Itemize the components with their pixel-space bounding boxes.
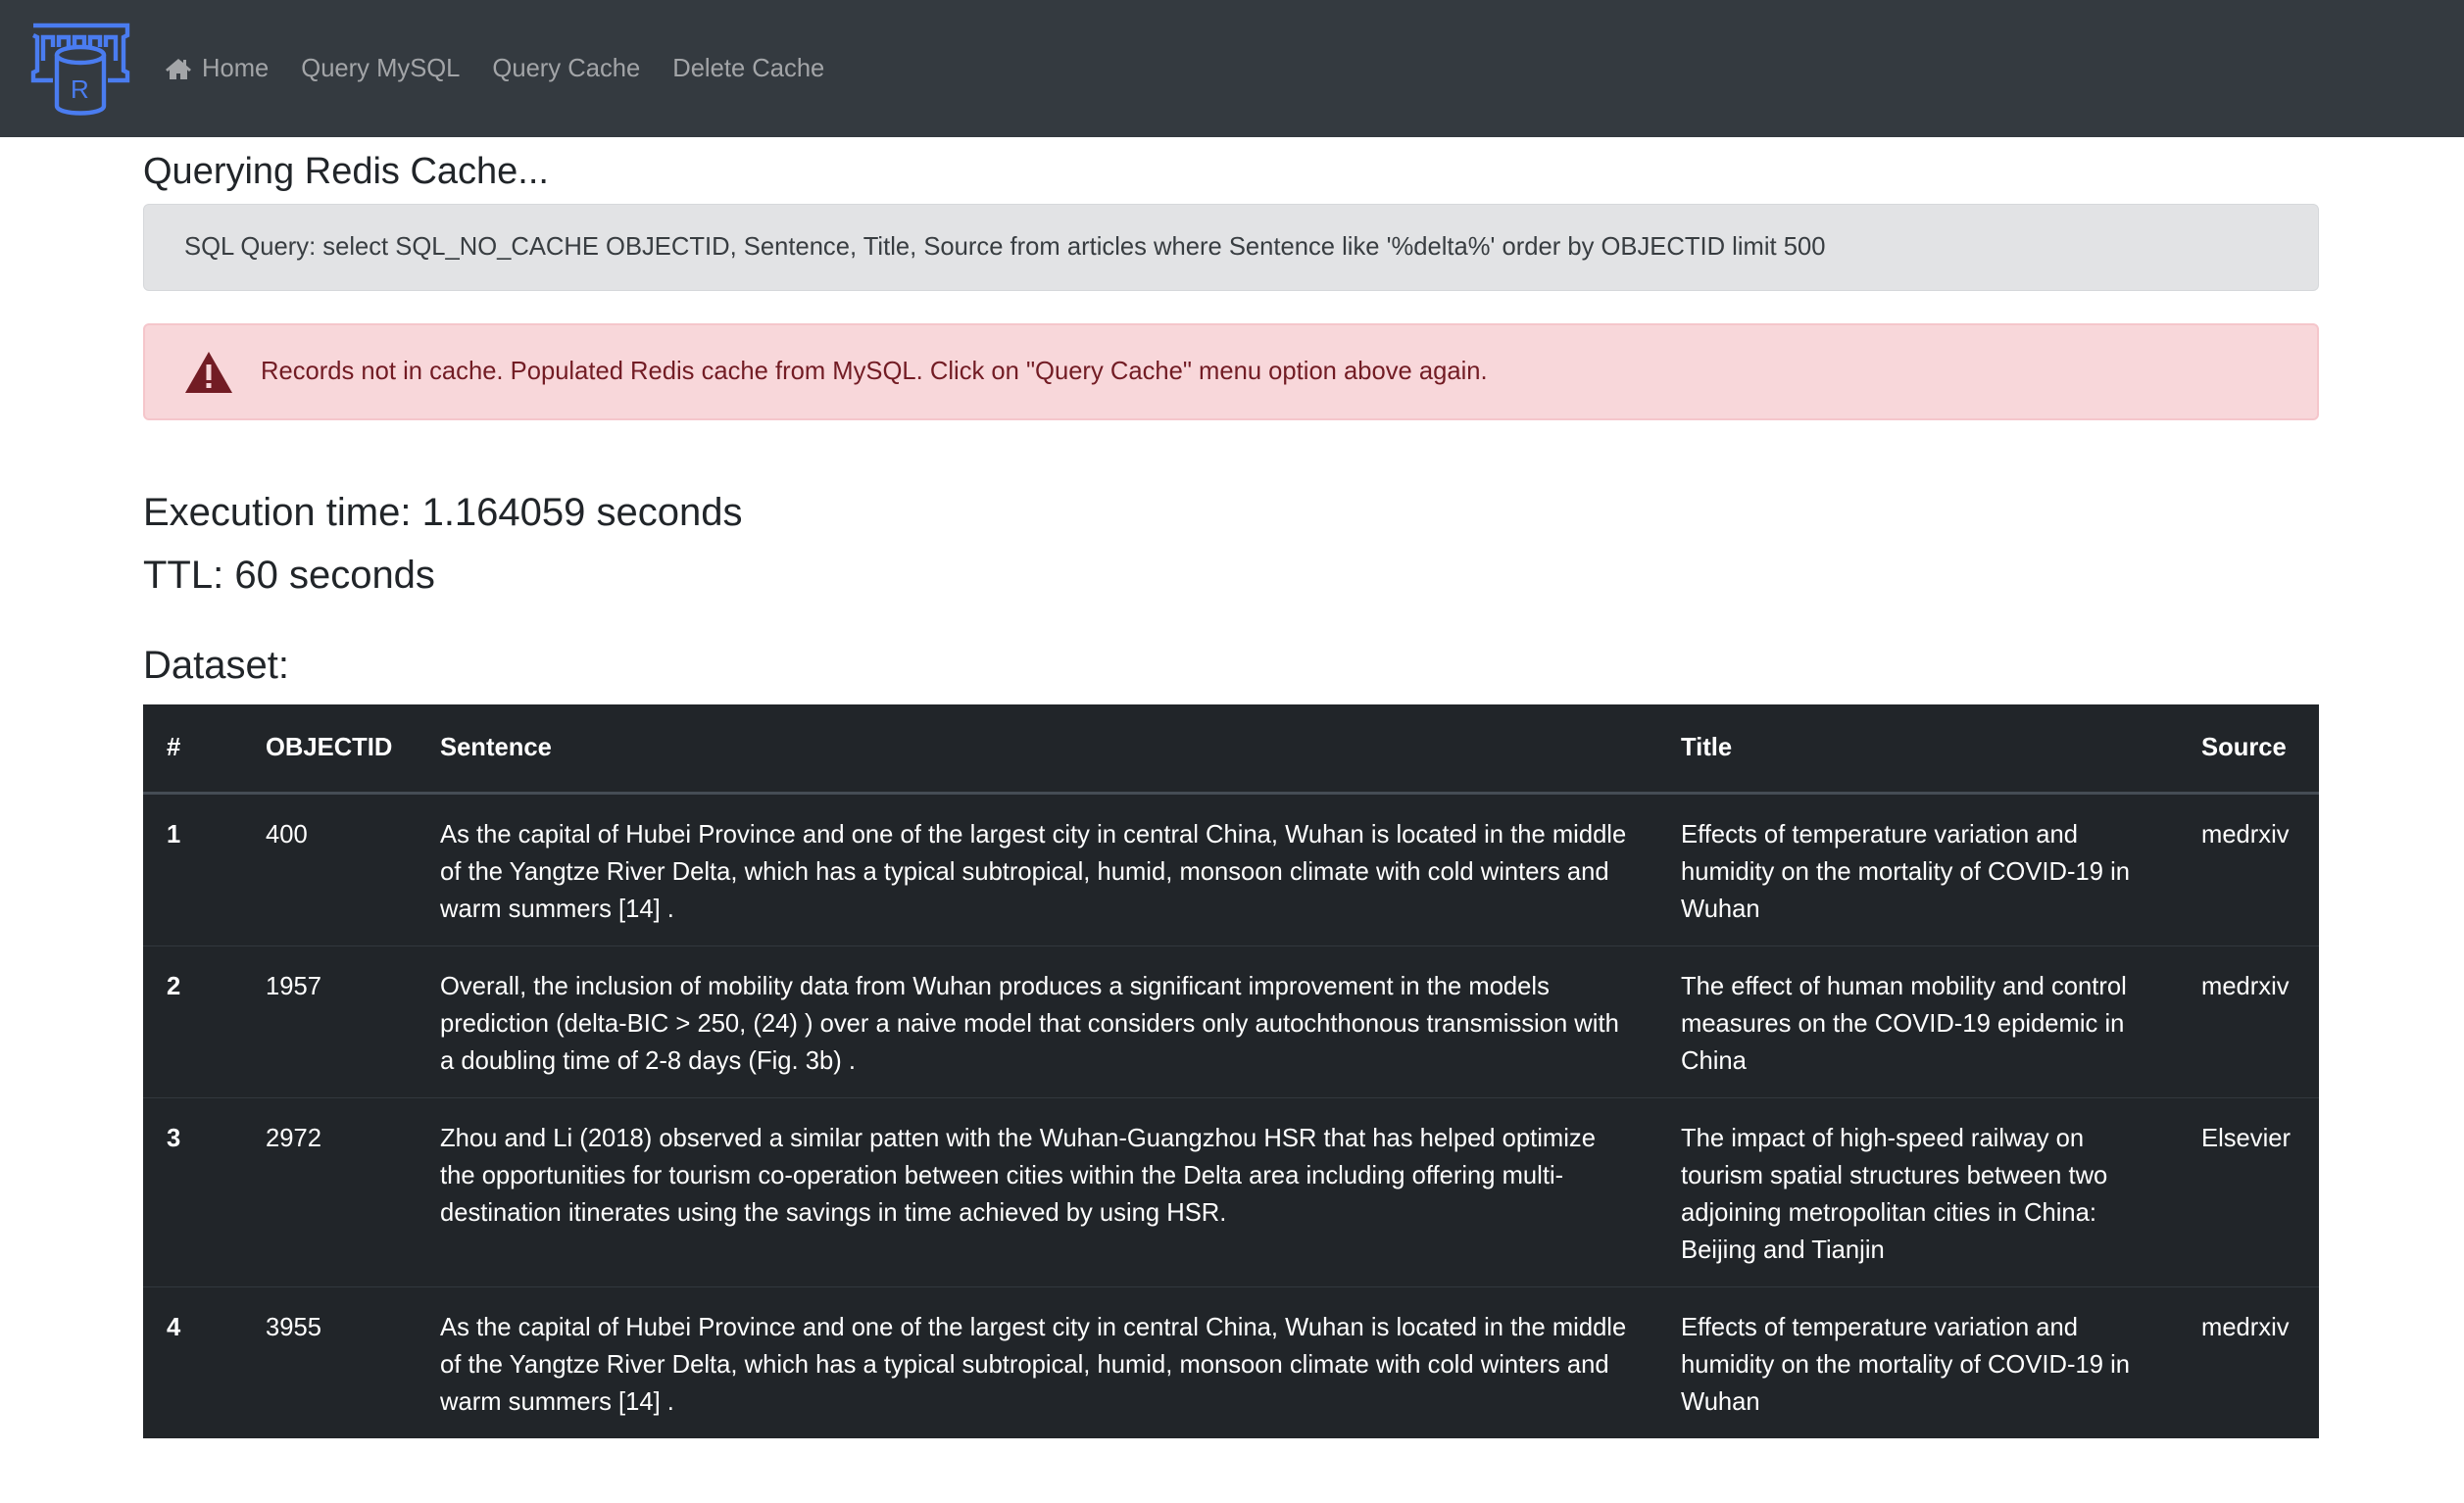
cell-sentence: Overall, the inclusion of mobility data from Wuhan produces a significant improvement in the models prediction (delta-BIC > 250, (24) ) over a naive model that considers only autochthonous transmission with a doubling time of 2-8 days (Fig. 3b) . <box>417 945 1657 1097</box>
dataset-table <box>143 704 2319 1438</box>
alert-text: Records not in cache. Populated Redis cache from MySQL. Click on "Query Cache" menu option above again. <box>261 358 1488 385</box>
cell-objectid: 1957 <box>242 945 417 1097</box>
cell-sentence: Zhou and Li (2018) observed a similar patten with the Wuhan-Guangzhou HSR that has helped optimize the opportunities for tourism co-operation between cities within the Delta area including offering multi-destination itinerates using the savings in time achieved by using HSR. <box>417 1097 1657 1286</box>
cache-alert <box>143 323 2319 420</box>
ttl: TTL: 60 seconds <box>143 554 435 597</box>
dataset-label: Dataset: <box>143 644 289 687</box>
table-row <box>143 793 2319 945</box>
col-header-sentence: Sentence <box>417 704 1657 793</box>
nav-home-label: Home <box>202 54 270 82</box>
table-row <box>143 1097 2319 1286</box>
execution-time: Execution time: 1.164059 seconds <box>143 491 743 534</box>
col-header-title: Title <box>1657 704 2178 793</box>
cell-objectid: 3955 <box>242 1286 417 1438</box>
nav-delete-cache[interactable]: Delete Cache <box>672 54 825 82</box>
col-header-source: Source <box>2178 704 2319 793</box>
redis-logo[interactable] <box>29 22 131 116</box>
home-icon <box>165 57 192 80</box>
cell-source: medrxiv <box>2178 793 2319 945</box>
cell-title: The impact of high-speed railway on tourism spatial structures between two adjoining metropolitan cities in China: Beijing and Tianjin <box>1657 1097 2178 1286</box>
cell-source: medrxiv <box>2178 945 2319 1097</box>
table-row <box>143 1286 2319 1438</box>
cell-sentence: As the capital of Hubei Province and one of the largest city in central China, Wuhan is located in the middle of the Yangtze River Delta, which has a typical subtropical, humid, monsoon climate with cold winters and warm summers [14] . <box>417 793 1657 945</box>
sql-query-box: SQL Query: select SQL_NO_CACHE OBJECTID, Sentence, Title, Source from articles where Sentence like '%delta%' order by OBJECTID limit 500 <box>143 204 2319 291</box>
cell-index: 3 <box>143 1097 242 1286</box>
main-content <box>143 137 2319 1438</box>
cell-sentence: As the capital of Hubei Province and one of the largest city in central China, Wuhan is located in the middle of the Yangtze River Delta, which has a typical subtropical, humid, monsoon climate with cold winters and warm summers [14] . <box>417 1286 1657 1438</box>
cell-objectid: 400 <box>242 793 417 945</box>
table-header <box>143 704 2319 793</box>
cell-source: Elsevier <box>2178 1097 2319 1286</box>
nav-query-mysql[interactable]: Query MySQL <box>301 54 461 82</box>
navbar <box>0 0 2464 137</box>
nav-home[interactable] <box>165 55 269 83</box>
cell-objectid: 2972 <box>242 1097 417 1286</box>
nav-query-cache[interactable]: Query Cache <box>492 54 641 82</box>
cell-title: Effects of temperature variation and humidity on the mortality of COVID-19 in Wuhan <box>1657 1286 2178 1438</box>
page-title: Querying Redis Cache... <box>143 151 549 192</box>
col-header-objectid: OBJECTID <box>242 704 417 793</box>
cell-index: 2 <box>143 945 242 1097</box>
svg-text:R: R <box>71 74 89 104</box>
warning-icon <box>184 351 233 394</box>
col-header-index: # <box>143 704 242 793</box>
table-row <box>143 945 2319 1097</box>
cell-index: 4 <box>143 1286 242 1438</box>
cell-title: Effects of temperature variation and humidity on the mortality of COVID-19 in Wuhan <box>1657 793 2178 945</box>
cell-title: The effect of human mobility and control measures on the COVID-19 epidemic in China <box>1657 945 2178 1097</box>
cell-source: medrxiv <box>2178 1286 2319 1438</box>
cell-index: 1 <box>143 793 242 945</box>
